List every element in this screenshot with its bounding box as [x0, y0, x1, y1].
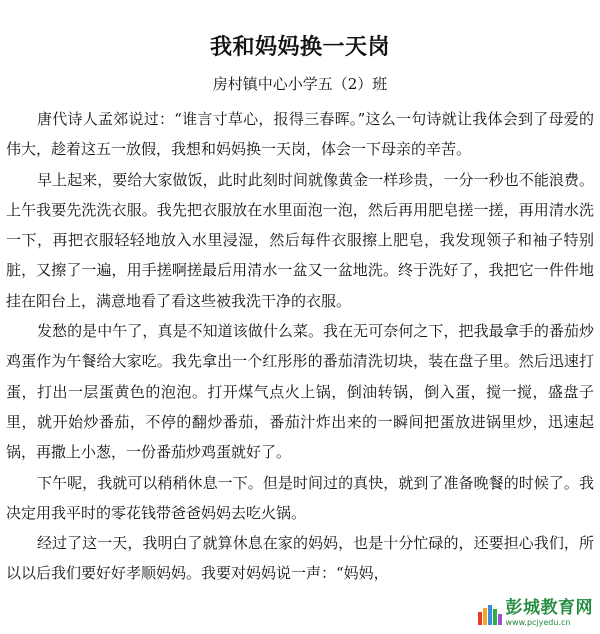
paragraph-3: 发愁的是中午了，真是不知道该做什么菜。我在无可奈何之下，把我最拿手的番茄炒鸡蛋作为午餐给大家吃。我先拿出一个红彤彤的番茄清洗切块，装在盘子里。然后迅速打蛋，打出一层蛋黄色的泡泡。打开煤气点火上锅，倒油转锅，倒入蛋，搅一搅，盛盘子里，就开始炒番茄，不停的翻炒番茄，番茄汁炸出来的一瞬间把蛋放进锅里炒，迅速起锅，再撒上小葱，一份番茄炒鸡蛋就好了。 — [6, 322, 594, 462]
colorful-bars-logo-icon — [477, 602, 503, 626]
watermark-url: www.pcjyedu.cn — [505, 618, 571, 627]
paragraph-5: 经过了这一天，我明白了就算休息在家的妈妈，也是十分忙碌的，还要担心我们，所以以后我们要好好孝顺妈妈。我要对妈妈说一声：“妈妈， — [6, 534, 594, 583]
document-title: 我和妈妈换一天岗 — [209, 34, 390, 60]
watermark-text — [506, 600, 594, 627]
document-subtitle: 房村镇中心小学五（2）班 — [212, 75, 388, 93]
document-body — [6, 104, 594, 589]
site-watermark — [474, 599, 597, 628]
watermark-name: 彭城教育网 — [505, 598, 593, 618]
paragraph-2: 早上起来，要给大家做饭，此时此刻时间就像黄金一样珍贵，一分一秒也不能浪费。上午我要先洗洗衣服。我先把衣服放在水里面泡一泡，然后再用肥皂搓一搓，再用清水洗一下，再把衣服轻轻地放入水里浸湿，然后每件衣服擦上肥皂，我发现领子和袖子特别脏，又擦了一遍，用手搓啊搓最后用清水一盆又一盆地洗。终于洗好了，我把它一件件地挂在阳台上，满意地看了看这些被我洗干净的衣服。 — [6, 170, 594, 310]
paragraph-1: 唐代诗人孟郊说过：“谁言寸草心，报得三春晖。”这么一句诗就让我体会到了母爱的伟大，趁着这五一放假，我想和妈妈换一天岗，体会一下母亲的辛苦。 — [6, 110, 594, 159]
paragraph-4: 下午呢，我就可以稍稍休息一下。但是时间过的真快，就到了准备晚餐的时候了。我决定用我平时的零花钱带爸爸妈妈去吃火锅。 — [6, 473, 594, 522]
